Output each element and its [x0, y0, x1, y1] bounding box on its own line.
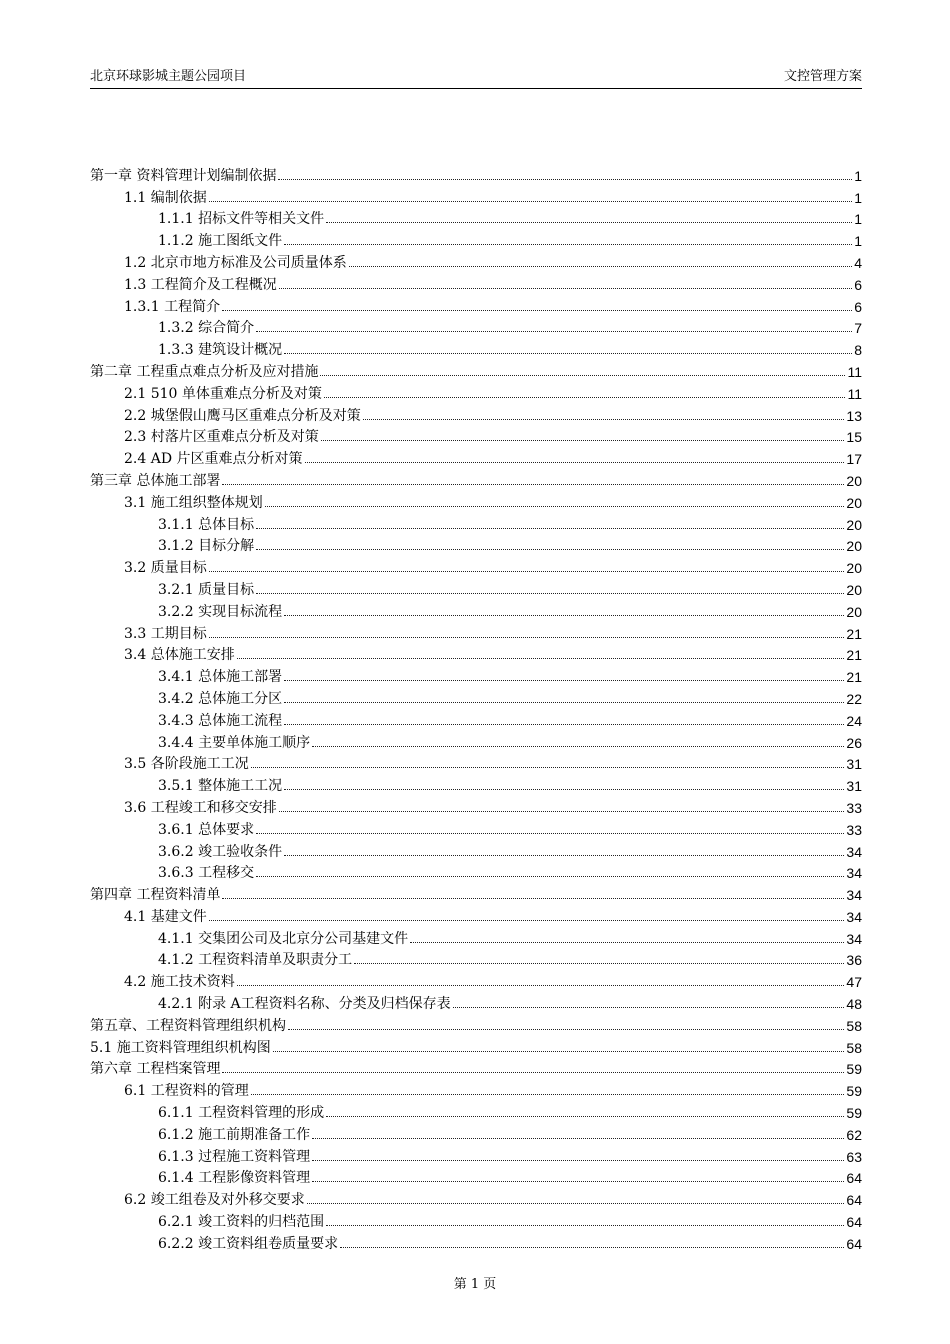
- toc-entry-page: 20: [846, 603, 862, 620]
- toc-entry[interactable]: [90, 163, 862, 185]
- toc-dot-leader: [284, 680, 844, 681]
- toc-entry-title: 4.2 施工技术资料: [124, 974, 235, 991]
- toc-dot-leader: [256, 549, 844, 550]
- toc-entry[interactable]: [90, 272, 862, 294]
- toc-dot-leader: [256, 833, 844, 834]
- toc-entry-title: 1.3.3 建筑设计概况: [158, 342, 283, 359]
- toc-dot-leader: [305, 462, 845, 463]
- toc-entry-page: 64: [846, 1235, 862, 1252]
- toc-dot-leader: [251, 1094, 845, 1095]
- toc-dot-leader: [256, 528, 844, 529]
- toc-dot-leader: [237, 658, 845, 659]
- toc-entry-page: 20: [846, 516, 862, 533]
- toc-entry-page: 34: [846, 887, 862, 904]
- toc-dot-leader: [284, 702, 844, 703]
- toc-dot-leader: [265, 506, 845, 507]
- toc-entry-title: 3.1 施工组织整体规划: [124, 494, 263, 511]
- toc-entry-page: 59: [846, 1083, 862, 1100]
- toc-entry-title: 6.2.1 竣工资料的归档范围: [158, 1214, 325, 1231]
- toc-entry-title: 2.2 城堡假山鹰马区重难点分析及对策: [124, 407, 361, 424]
- toc-dot-leader: [279, 811, 845, 812]
- toc-entry-page: 64: [846, 1214, 862, 1231]
- toc-entry-page: 11: [847, 385, 862, 402]
- toc-entry[interactable]: [90, 621, 862, 643]
- toc-entry-title: 3.2.2 实现目标流程: [158, 603, 283, 620]
- toc-entry-title: 1.3.1 工程简介: [124, 298, 221, 315]
- toc-entry-page: 21: [846, 625, 862, 642]
- toc-entry-page: 1: [854, 167, 862, 184]
- toc-dot-leader: [284, 855, 844, 856]
- toc-entry-title: 1.3.2 综合简介: [158, 320, 255, 337]
- toc-entry[interactable]: [90, 337, 862, 359]
- toc-entry-title: 3.6.2 竣工验收条件: [158, 843, 283, 860]
- toc-entry-title: 4.1 基建文件: [124, 908, 207, 925]
- toc-dot-leader: [284, 724, 844, 725]
- toc-entry-page: 34: [846, 865, 862, 882]
- toc-dot-leader: [278, 179, 852, 180]
- toc-entry-title: 6.1.2 施工前期准备工作: [158, 1126, 311, 1143]
- toc-entry[interactable]: [90, 1231, 862, 1253]
- toc-dot-leader: [251, 767, 845, 768]
- toc-entry-title: 2.4 AD 片区重难点分析对策: [124, 451, 303, 468]
- toc-entry[interactable]: [90, 1187, 862, 1209]
- toc-entry-title: 1.1.1 招标文件等相关文件: [158, 211, 325, 228]
- toc-dot-leader: [324, 397, 846, 398]
- toc-entry-page: 33: [846, 821, 862, 838]
- toc-entry[interactable]: [90, 1057, 862, 1079]
- toc-entry[interactable]: [90, 228, 862, 250]
- toc-entry-title: 3.4.4 主要单体施工顺序: [158, 734, 311, 751]
- toc-dot-leader: [222, 310, 852, 311]
- toc-dot-leader: [284, 244, 852, 245]
- toc-entry[interactable]: [90, 926, 862, 948]
- toc-entry[interactable]: [90, 577, 862, 599]
- toc-dot-leader: [256, 876, 844, 877]
- toc-entry[interactable]: [90, 1035, 862, 1057]
- header-document-title: 文控管理方案: [783, 69, 862, 84]
- toc-dot-leader: [312, 1181, 844, 1182]
- toc-entry-title: 第三章 总体施工部署: [90, 472, 221, 489]
- toc-entry[interactable]: [90, 1100, 862, 1122]
- toc-entry-title: 第四章 工程资料清单: [90, 887, 221, 904]
- toc-entry[interactable]: [90, 643, 862, 665]
- toc-dot-leader: [349, 266, 852, 267]
- toc-entry[interactable]: [90, 1013, 862, 1035]
- toc-entry-title: 1.3 工程简介及工程概况: [124, 276, 277, 293]
- toc-entry-page: 17: [846, 451, 862, 468]
- toc-entry[interactable]: [90, 403, 862, 425]
- toc-entry-page: 26: [846, 734, 862, 751]
- toc-entry[interactable]: [90, 468, 862, 490]
- toc-dot-leader: [288, 1029, 844, 1030]
- toc-entry-page: 20: [846, 538, 862, 555]
- toc-entry[interactable]: [90, 1122, 862, 1144]
- toc-entry-page: 58: [846, 1017, 862, 1034]
- toc-entry-page: 31: [846, 756, 862, 773]
- toc-dot-leader: [237, 985, 845, 986]
- toc-entry-title: 3.6.1 总体要求: [158, 821, 255, 838]
- toc-entry-page: 64: [846, 1170, 862, 1187]
- toc-entry-page: 36: [846, 952, 862, 969]
- toc-entry-title: 1.2 北京市地方标准及公司质量体系: [124, 254, 347, 271]
- toc-entry[interactable]: [90, 991, 862, 1013]
- toc-entry[interactable]: [90, 861, 862, 883]
- toc-entry-page: 20: [846, 560, 862, 577]
- toc-entry-page: 48: [846, 996, 862, 1013]
- page-number: 第 1 页: [453, 1277, 497, 1292]
- header-project-name: 北京环球影城主题公园项目: [90, 69, 247, 84]
- toc-entry-page: 62: [846, 1126, 862, 1143]
- toc-entry-page: 1: [854, 233, 862, 250]
- toc-dot-leader: [209, 637, 845, 638]
- toc-entry-title: 第五章、工程资料管理组织机构: [90, 1017, 286, 1034]
- toc-dot-leader: [222, 1072, 844, 1073]
- toc-entry-page: 20: [846, 494, 862, 511]
- toc-entry[interactable]: [90, 795, 862, 817]
- toc-entry-page: 31: [846, 778, 862, 795]
- toc-dot-leader: [209, 920, 845, 921]
- toc-dot-leader: [284, 615, 844, 616]
- toc-entry-title: 1.1.2 施工图纸文件: [158, 233, 283, 250]
- table-of-contents: [90, 163, 862, 1253]
- toc-entry-title: 6.1.4 工程影像资料管理: [158, 1170, 311, 1187]
- toc-entry-page: 47: [846, 974, 862, 991]
- toc-entry-page: 63: [846, 1148, 862, 1165]
- toc-entry-title: 4.1.2 工程资料清单及职责分工: [158, 952, 353, 969]
- toc-entry-page: 6: [854, 298, 862, 315]
- toc-entry[interactable]: [90, 316, 862, 338]
- toc-dot-leader: [312, 746, 844, 747]
- toc-entry-title: 3.5 各阶段施工工况: [124, 756, 249, 773]
- toc-dot-leader: [222, 898, 844, 899]
- toc-entry-title: 3.6.3 工程移交: [158, 865, 255, 882]
- toc-dot-leader: [273, 1051, 845, 1052]
- toc-entry[interactable]: [90, 512, 862, 534]
- toc-entry[interactable]: [90, 1209, 862, 1231]
- toc-entry-page: 20: [846, 472, 862, 489]
- toc-entry-title: 6.1 工程资料的管理: [124, 1083, 249, 1100]
- toc-entry-title: 3.2.1 质量目标: [158, 581, 255, 598]
- toc-entry-title: 1.1 编制依据: [124, 189, 207, 206]
- toc-dot-leader: [363, 419, 845, 420]
- toc-entry-title: 6.2.2 竣工资料组卷质量要求: [158, 1235, 339, 1252]
- toc-entry[interactable]: [90, 1144, 862, 1166]
- toc-entry-title: 3.5.1 整体施工工况: [158, 778, 283, 795]
- toc-entry-page: 21: [846, 669, 862, 686]
- toc-entry-page: 11: [847, 363, 862, 380]
- toc-entry[interactable]: [90, 730, 862, 752]
- toc-entry-title: 3.6 工程竣工和移交安排: [124, 799, 277, 816]
- toc-entry[interactable]: [90, 817, 862, 839]
- toc-entry-title: 3.4 总体施工安排: [124, 647, 235, 664]
- toc-entry[interactable]: [90, 904, 862, 926]
- toc-entry[interactable]: [90, 752, 862, 774]
- toc-dot-leader: [256, 331, 852, 332]
- toc-entry-page: 8: [854, 342, 862, 359]
- toc-entry-page: 24: [846, 712, 862, 729]
- toc-entry-page: 13: [846, 407, 862, 424]
- toc-entry-page: 1: [854, 189, 862, 206]
- toc-entry-title: 4.2.1 附录 A工程资料名称、分类及归档保存表: [158, 996, 451, 1013]
- page-footer: [0, 1273, 950, 1292]
- toc-dot-leader: [312, 1160, 844, 1161]
- toc-entry[interactable]: [90, 708, 862, 730]
- toc-dot-leader: [284, 789, 844, 790]
- toc-dot-leader: [410, 942, 844, 943]
- toc-dot-leader: [209, 201, 852, 202]
- toc-entry[interactable]: [90, 250, 862, 272]
- toc-dot-leader: [256, 593, 844, 594]
- toc-entry[interactable]: [90, 446, 862, 468]
- toc-dot-leader: [222, 484, 844, 485]
- toc-entry-title: 6.2 竣工组卷及对外移交要求: [124, 1192, 305, 1209]
- toc-entry[interactable]: [90, 664, 862, 686]
- toc-entry-title: 2.3 村落片区重难点分析及对策: [124, 429, 319, 446]
- toc-dot-leader: [307, 1203, 845, 1204]
- toc-entry[interactable]: [90, 1078, 862, 1100]
- toc-dot-leader: [279, 288, 852, 289]
- toc-entry-title: 6.1.3 过程施工资料管理: [158, 1148, 311, 1165]
- toc-entry[interactable]: [90, 839, 862, 861]
- toc-entry-title: 3.2 质量目标: [124, 560, 207, 577]
- toc-entry-page: 64: [846, 1192, 862, 1209]
- toc-entry-title: 第二章 工程重点难点分析及应对措施: [90, 363, 319, 380]
- toc-dot-leader: [321, 440, 845, 441]
- toc-entry-title: 3.4.2 总体施工分区: [158, 690, 283, 707]
- toc-entry[interactable]: [90, 490, 862, 512]
- toc-entry[interactable]: [90, 425, 862, 447]
- toc-entry-title: 3.4.1 总体施工部署: [158, 669, 283, 686]
- toc-entry-page: 33: [846, 799, 862, 816]
- toc-dot-leader: [326, 222, 852, 223]
- toc-dot-leader: [209, 571, 845, 572]
- toc-entry-title: 第六章 工程档案管理: [90, 1061, 221, 1078]
- toc-entry[interactable]: [90, 686, 862, 708]
- toc-entry-page: 6: [854, 276, 862, 293]
- toc-entry[interactable]: [90, 207, 862, 229]
- toc-entry-page: 21: [846, 647, 862, 664]
- toc-entry-page: 34: [846, 843, 862, 860]
- toc-entry-page: 58: [846, 1039, 862, 1056]
- toc-entry-page: 4: [854, 254, 862, 271]
- toc-entry-title: 3.3 工期目标: [124, 625, 207, 642]
- toc-entry-title: 6.1.1 工程资料管理的形成: [158, 1105, 325, 1122]
- toc-entry[interactable]: [90, 599, 862, 621]
- toc-entry[interactable]: [90, 294, 862, 316]
- toc-entry-title: 5.1 施工资料管理组织机构图: [90, 1039, 271, 1056]
- toc-entry-title: 第一章 资料管理计划编制依据: [90, 167, 277, 184]
- toc-entry-page: 59: [846, 1061, 862, 1078]
- toc-entry[interactable]: [90, 1166, 862, 1188]
- toc-dot-leader: [326, 1225, 844, 1226]
- page-header: [90, 68, 862, 89]
- toc-dot-leader: [340, 1247, 844, 1248]
- toc-entry-page: 1: [854, 211, 862, 228]
- toc-dot-leader: [284, 353, 852, 354]
- toc-dot-leader: [354, 963, 844, 964]
- toc-entry[interactable]: [90, 534, 862, 556]
- toc-entry-page: 34: [846, 908, 862, 925]
- toc-entry[interactable]: [90, 555, 862, 577]
- toc-dot-leader: [320, 375, 845, 376]
- toc-entry[interactable]: [90, 948, 862, 970]
- toc-entry[interactable]: [90, 381, 862, 403]
- toc-entry-title: 3.1.2 目标分解: [158, 538, 255, 555]
- toc-entry[interactable]: [90, 969, 862, 991]
- toc-entry-page: 59: [846, 1105, 862, 1122]
- toc-entry-title: 3.4.3 总体施工流程: [158, 712, 283, 729]
- toc-entry-title: 4.1.1 交集团公司及北京分公司基建文件: [158, 930, 409, 947]
- toc-entry-page: 34: [846, 930, 862, 947]
- toc-entry[interactable]: [90, 185, 862, 207]
- toc-entry-title: 3.1.1 总体目标: [158, 516, 255, 533]
- toc-entry-page: 20: [846, 581, 862, 598]
- toc-entry[interactable]: [90, 882, 862, 904]
- toc-entry[interactable]: [90, 773, 862, 795]
- toc-entry-page: 7: [854, 320, 862, 337]
- toc-entry-title: 2.1 510 单体重难点分析及对策: [124, 385, 322, 402]
- toc-dot-leader: [326, 1116, 844, 1117]
- toc-entry[interactable]: [90, 359, 862, 381]
- toc-dot-leader: [453, 1007, 845, 1008]
- toc-entry-page: 22: [846, 690, 862, 707]
- toc-entry-page: 15: [846, 429, 862, 446]
- toc-dot-leader: [312, 1138, 844, 1139]
